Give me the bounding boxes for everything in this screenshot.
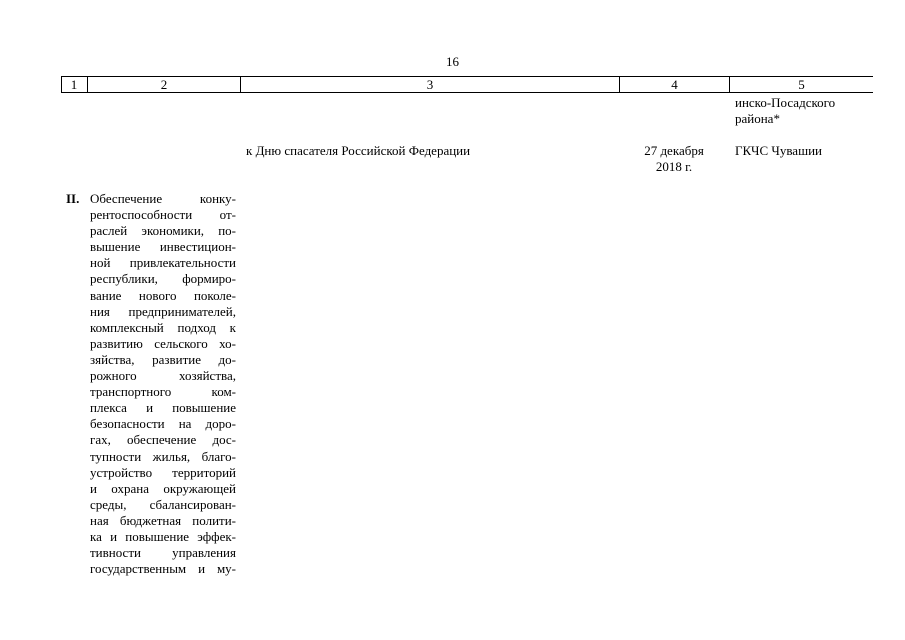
header-col-3: 3 — [426, 77, 434, 92]
section-title-line: плекса и повышение — [90, 400, 236, 416]
section-title-line: ния предпринимателей, — [90, 303, 236, 319]
section-title-line: ка и повышение эффек- — [90, 528, 236, 544]
section-number: II. — [66, 191, 80, 206]
event-description: к Дню спасателя Российской Федерации — [246, 143, 471, 158]
header-col-1: 1 — [70, 77, 78, 92]
table-header-row — [61, 76, 873, 93]
section-title-line: среды, сбалансирован- — [90, 496, 236, 512]
section-title-line: гах, обеспечение дос- — [90, 432, 236, 448]
section-title-line: тупности жилья, благо- — [90, 448, 236, 464]
section-title-line: вание нового поколе- — [90, 287, 236, 303]
section-title-line: устройство территорий — [90, 464, 236, 480]
table-divider — [729, 76, 730, 93]
section-title-line: раслей экономики, по- — [90, 223, 236, 239]
section-title-line: и охрана окружающей — [90, 480, 236, 496]
section-title-line: безопасности на доро- — [90, 416, 236, 432]
section-title-line: государственным и му- — [90, 561, 236, 577]
section-title-line: вышение инвестицион- — [90, 239, 236, 255]
section-title — [90, 191, 236, 577]
header-col-2: 2 — [160, 77, 168, 92]
header-col-5: 5 — [798, 77, 805, 92]
section-title-line: зяйства, развитие до- — [90, 351, 236, 367]
section-title-line: ная бюджетная полити- — [90, 512, 236, 528]
table-divider — [61, 76, 62, 93]
event-date-line2: 2018 г. — [655, 159, 693, 174]
table-divider — [240, 76, 241, 93]
section-title-line: развитию сельского хо- — [90, 335, 236, 351]
event-responsible: ГКЧС Чувашии — [735, 143, 822, 158]
section-title-line: рентоспособности от- — [90, 207, 236, 223]
section-title-line: транспортного ком- — [90, 384, 236, 400]
section-title-line: комплексный подход к — [90, 319, 236, 335]
table-divider — [619, 76, 620, 93]
header-col-4: 4 — [671, 77, 678, 92]
event-date-line1: 27 декабря — [644, 143, 704, 158]
continuation-col5-line1: инско-Посадского — [735, 95, 836, 110]
page-number: 16 — [446, 54, 459, 69]
table-divider — [87, 76, 88, 93]
continuation-col5-line2: района* — [735, 111, 780, 126]
section-title-line: Обеспечение конку- — [90, 191, 236, 206]
section-title-line: республики, формиро- — [90, 271, 236, 287]
section-title-line: тивности управления — [90, 545, 236, 561]
section-title-line: рожного хозяйства, — [90, 368, 236, 384]
section-title-line: ной привлекательности — [90, 255, 236, 271]
